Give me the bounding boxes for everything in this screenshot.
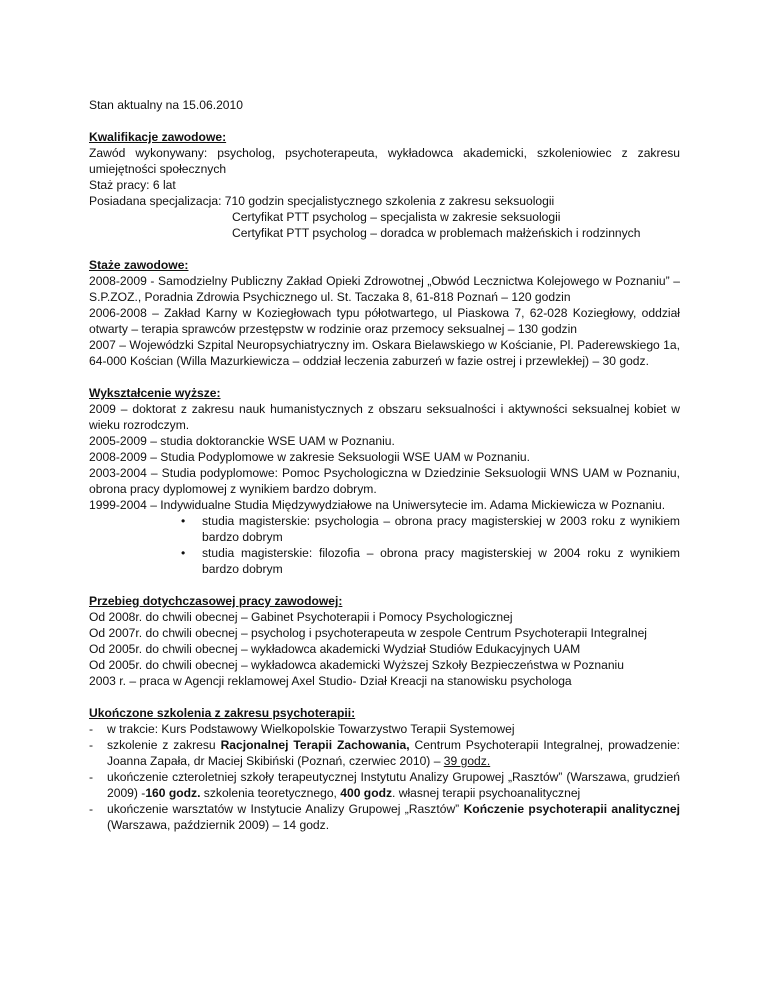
heading-szkolenia: Ukończone szkolenia z zakresu psychoterapii: <box>89 706 356 720</box>
zawod-line: Zawód wykonywany: psycholog, psychoterapeuta, wykładowca akademicki, szkoleniowiec z zakresu umiejętności społecznych <box>89 146 680 176</box>
szkolenie-bold: 400 godz <box>340 786 393 800</box>
status-date: Stan aktualny na 15.06.2010 <box>89 98 243 112</box>
szkolenie-text-part: ukończenie warsztatów w Instytucie Analizy Grupowej „Rasztów” <box>107 802 464 816</box>
bullet-icon: • <box>181 546 186 560</box>
wyksztalcenie-item: 2008-2009 – Studia Podyplomowe w zakresie Seksuologii WSE UAM w Poznaniu. <box>89 450 530 464</box>
bullet-item <box>181 545 680 577</box>
szkolenie-text <box>107 801 680 833</box>
cv-document <box>89 97 680 833</box>
dash-mark: - <box>89 722 94 736</box>
praca-item: Od 2008r. do chwili obecnej – Gabinet Psychoterapii i Pomocy Psychologicznej <box>89 610 513 624</box>
szkolenie-text: w trakcie: Kurs Podstawowy Wielkopolskie Towarzystwo Terapii Systemowej <box>107 722 515 736</box>
szkolenie-bold: Kończenie psychoterapii analitycznej <box>463 802 680 816</box>
szkolenie-item <box>89 801 680 833</box>
szkolenie-text-part: . własnej terapii psychoanalitycznej <box>392 786 581 800</box>
staz-item: 2007 – Wojewódzki Szpital Neuropsychiatryczny im. Oskara Bielawskiego w Kościanie, Pl. Paderewskiego 1a, 64-000 Kościan (Willa Mazurkiewicza – oddział leczenia zaburzeń w fazie ostrej i przewlekłej) – 30 godz. <box>89 338 680 368</box>
szkolenie-text-part: szkolenie z zakresu <box>107 738 221 752</box>
bullet-icon: • <box>181 514 186 528</box>
szkolenie-text <box>107 769 680 801</box>
specjalizacja-line: Posiadana specjalizacja: 710 godzin specjalistycznego szkolenia z zakresu seksuologii <box>89 194 555 208</box>
wyksztalcenie-item: 2003-2004 – Studia podyplomowe: Pomoc Psychologiczna w Dziedzinie Seksuologii WNS UAM w Poznaniu, obrona pracy dyplomowej z wynikiem bardzo dobrym. <box>89 466 680 496</box>
bullet-text: studia magisterskie: filozofia – obrona pracy magisterskiej w 2004 roku z wynikiem bardzo dobrym <box>202 546 680 576</box>
szkolenie-item <box>89 737 680 769</box>
certyfikat-1: Certyfikat PTT psycholog – specjalista w zakresie seksuologii <box>232 210 561 224</box>
szkolenie-text-part: szkolenia teoretycznego, <box>200 786 341 800</box>
szkolenie-bold: Racjonalnej Terapii Zachowania, <box>220 738 410 752</box>
praca-item: Od 2007r. do chwili obecnej – psycholog i psychoterapeuta w zespole Centrum Psychoterapii Integralnej <box>89 626 647 640</box>
praca-item: Od 2005r. do chwili obecnej – wykładowca akademicki Wyższej Szkoły Bezpieczeństwa w Poznaniu <box>89 658 624 672</box>
wyksztalcenie-item: 2009 – doktorat z zakresu nauk humanistycznych z obszaru seksualności i aktywności seksualnej kobiet w wieku rozrodczym. <box>89 402 680 432</box>
staz-item: 2006-2008 – Zakład Karny w Koziegłowach typu półotwartego, ul Piaskowa 7, 62-028 Koziegłowy, oddział otwarty – terapia sprawców przestępstw w rodzinie oraz przemocy seksualnej – 130 godzin <box>89 306 680 336</box>
szkolenie-text <box>107 737 680 769</box>
certyfikat-2: Certyfikat PTT psycholog – doradca w problemach małżeńskich i rodzinnych <box>232 226 641 240</box>
szkolenie-item <box>89 721 680 737</box>
heading-kwalifikacje: Kwalifikacje zawodowe: <box>89 130 227 144</box>
szkolenie-text-part: Centrum Psychoterapii Integralnej, prowadzenie: Joanna Zapała, dr Maciej Skibiński (Poznań, czerwiec 2010) – <box>107 738 681 768</box>
szkolenie-text-part: ukończenie czteroletniej szkoły terapeutycznej Instytutu Analizy Grupowej „Rasztów” (Warszawa, grudzień 2009) - <box>107 770 680 800</box>
wyksztalcenie-item: 2005-2009 – studia doktoranckie WSE UAM w Poznaniu. <box>89 434 395 448</box>
szkolenie-item <box>89 769 680 801</box>
szkolenie-text-part: (Warszawa, październik 2009) – 14 godz. <box>107 818 330 832</box>
dash-mark: - <box>89 802 94 816</box>
praca-item: 2003 r. – praca w Agencji reklamowej Axel Studio- Dział Kreacji na stanowisku psychologa <box>89 674 572 688</box>
szkolenie-bold: 160 godz. <box>145 786 201 800</box>
staz-item: 2008-2009 - Samodzielny Publiczny Zakład Opieki Zdrowotnej „Obwód Lecznictwa Kolejowego w Poznaniu” – S.P.ZOZ., Poradnia Zdrowia Psychicznego ul. St. Taczaka 8, 61-818 Poznań – 120 godzin <box>89 274 680 304</box>
heading-staze: Staże zawodowe: <box>89 258 189 272</box>
bullet-item <box>181 513 680 545</box>
bullet-text: studia magisterskie: psychologia – obrona pracy magisterskiej w 2003 roku z wynikiem bardzo dobrym <box>202 514 680 544</box>
staz-line: Staż pracy: 6 lat <box>89 178 176 192</box>
heading-wyksztalcenie: Wykształcenie wyższe: <box>89 386 221 400</box>
wyksztalcenie-item: 1999-2004 – Indywidualne Studia Międzywydziałowe na Uniwersytecie im. Adama Mickiewicza w Poznaniu. <box>89 498 666 512</box>
heading-przebieg: Przebieg dotychczasowej pracy zawodowej: <box>89 594 343 608</box>
dash-mark: - <box>89 770 94 784</box>
praca-item: Od 2005r. do chwili obecnej – wykładowca akademicki Wydział Studiów Edukacyjnych UAM <box>89 642 581 656</box>
dash-mark: - <box>89 738 94 752</box>
szkolenie-hours: 39 godz. <box>443 754 491 768</box>
